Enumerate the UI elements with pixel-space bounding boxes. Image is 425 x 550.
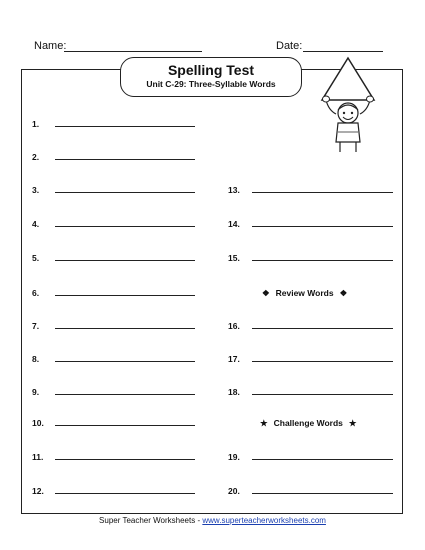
item-number-6: 6. <box>32 288 40 298</box>
footer <box>0 516 425 525</box>
name-label: Name: <box>34 40 67 52</box>
review-diamond-icon-right: ❖ <box>339 288 348 298</box>
item-number-11: 11. <box>32 452 44 462</box>
item-number-3: 3. <box>32 185 40 195</box>
item-number-14: 14. <box>228 219 240 229</box>
item-number-12: 12. <box>32 486 44 496</box>
item-number-19: 19. <box>228 452 240 462</box>
answer-line-13[interactable] <box>252 192 393 193</box>
answer-line-20[interactable] <box>252 493 393 494</box>
item-number-15: 15. <box>228 253 240 263</box>
review-words-heading <box>256 288 353 299</box>
answer-line-8[interactable] <box>55 361 195 362</box>
page-title: Spelling Test <box>167 62 255 78</box>
answer-line-4[interactable] <box>55 226 195 227</box>
answer-line-7[interactable] <box>55 328 195 329</box>
answer-line-9[interactable] <box>55 394 195 395</box>
item-number-20: 20. <box>228 486 240 496</box>
answer-line-10[interactable] <box>55 425 195 426</box>
answer-line-12[interactable] <box>55 493 195 494</box>
item-number-2: 2. <box>32 152 40 162</box>
date-label: Date: <box>276 40 303 52</box>
answer-line-14[interactable] <box>252 226 393 227</box>
footer-link[interactable]: www.superteacherworksheets.com <box>202 516 326 525</box>
item-number-18: 18. <box>228 387 240 397</box>
item-number-8: 8. <box>32 354 40 364</box>
challenge-star-icon-right: ★ <box>348 418 357 428</box>
item-number-4: 4. <box>32 219 40 229</box>
challenge-words-heading <box>254 418 363 429</box>
item-number-17: 17. <box>228 354 240 364</box>
title-box <box>120 57 302 97</box>
review-diamond-icon-left: ❖ <box>262 288 270 298</box>
item-number-16: 16. <box>228 321 240 331</box>
item-number-1: 1. <box>32 119 40 129</box>
item-number-13: 13. <box>228 185 240 195</box>
answer-line-1[interactable] <box>55 126 195 127</box>
answer-line-11[interactable] <box>55 459 195 460</box>
challenge-star-icon-left: ★ <box>260 418 268 428</box>
answer-line-3[interactable] <box>55 192 195 193</box>
answer-line-16[interactable] <box>252 328 393 329</box>
answer-line-19[interactable] <box>252 459 393 460</box>
answer-line-15[interactable] <box>252 260 393 261</box>
item-number-5: 5. <box>32 253 40 263</box>
challenge-words-label: Challenge Words <box>273 418 343 428</box>
answer-line-18[interactable] <box>252 394 393 395</box>
page-subtitle: Unit C-29: Three-Syllable Words <box>146 79 276 89</box>
kid-holding-triangle-icon <box>318 56 378 156</box>
item-number-9: 9. <box>32 387 40 397</box>
review-words-label: Review Words <box>275 288 334 298</box>
date-field[interactable] <box>303 51 383 52</box>
answer-line-6[interactable] <box>55 295 195 296</box>
answer-line-5[interactable] <box>55 260 195 261</box>
name-field[interactable] <box>64 51 202 52</box>
item-number-7: 7. <box>32 321 40 331</box>
footer-text: Super Teacher Worksheets - <box>99 516 203 525</box>
answer-line-17[interactable] <box>252 361 393 362</box>
item-number-10: 10. <box>32 418 44 428</box>
answer-line-2[interactable] <box>55 159 195 160</box>
